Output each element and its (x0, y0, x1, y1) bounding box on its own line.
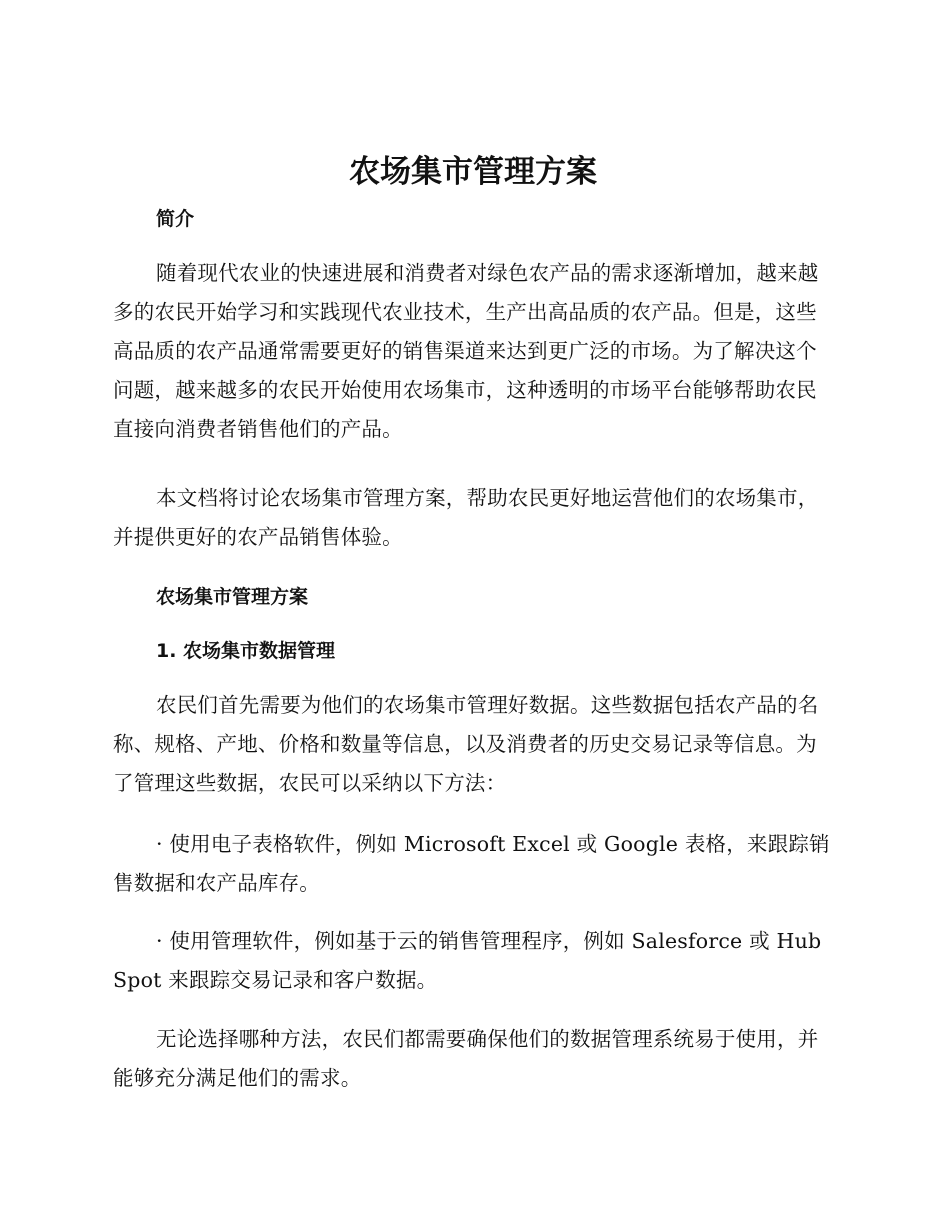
bullet-item-spreadsheet: · 使用电子表格软件，例如 Microsoft Excel 或 Google 表格，来跟踪销售数据和农产品库存。 (113, 832, 830, 895)
bullet-item-software: · 使用管理软件，例如基于云的销售管理程序，例如 Salesforce 或 HubSpot 来跟踪交易记录和客户数据。 (113, 929, 822, 992)
document-title: 农场集市管理方案 (349, 154, 597, 190)
intro-heading: 简介 (156, 208, 195, 230)
subsection-heading: 1. 农场集市数据管理 (156, 640, 336, 662)
intro-paragraph-2: 本文档将讨论农场集市管理方案，帮助农民更好地运营他们的农场集市，并提供更好的农产品销售体验。 (113, 486, 819, 549)
data-management-paragraph: 农民们首先需要为他们的农场集市管理好数据。这些数据包括农产品的名称、规格、产地、价格和数量等信息，以及消费者的历史交易记录等信息。为了管理这些数据，农民可以采纳以下方法： (113, 693, 819, 795)
closing-paragraph: 无论选择哪种方法，农民们都需要确保他们的数据管理系统易于使用，并能够充分满足他们的需求。 (113, 1027, 819, 1090)
section-heading: 农场集市管理方案 (156, 586, 309, 608)
intro-paragraph-1: 随着现代农业的快速进展和消费者对绿色农产品的需求逐渐增加，越来越多的农民开始学习和实践现代农业技术，生产出高品质的农产品。但是，这些高品质的农产品通常需要更好的销售渠道来达到更广泛的市场。为了解决这个问题，越来越多的农民开始使用农场集市，这种透明的市场平台能够帮助农民直接向消费者销售他们的产品。 (113, 261, 819, 441)
